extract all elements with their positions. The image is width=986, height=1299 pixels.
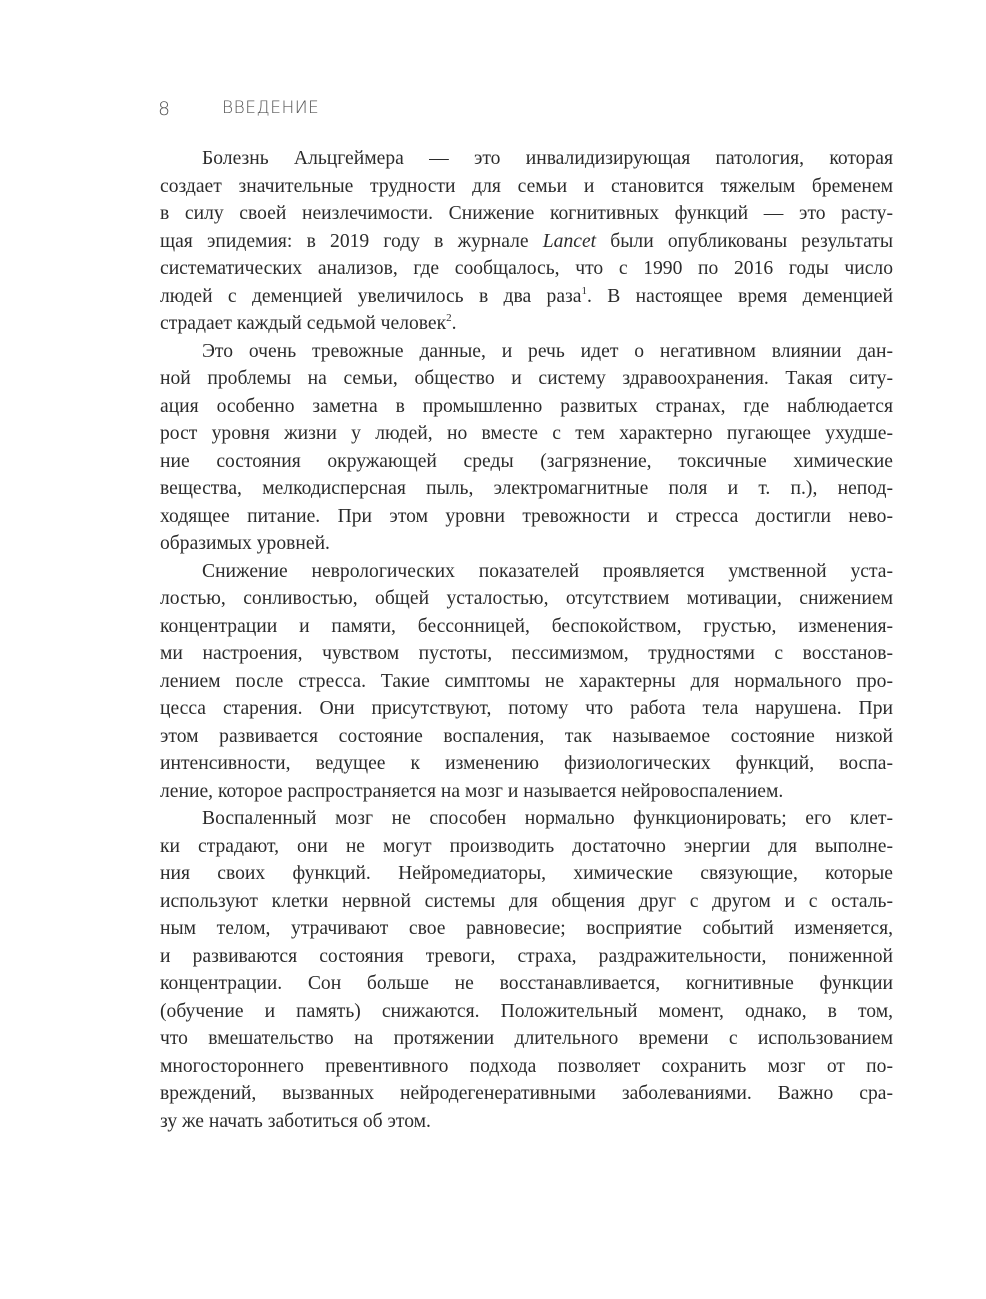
body-text [160,145,893,1135]
text-segment: зу же начать заботиться об этом. [160,1110,431,1132]
text-line [160,393,893,421]
text-segment: Это очень тревожные данные, и речь идет о негативном влиянии дан- [202,340,893,362]
text-segment: лостью, сонливостью, общей усталостью, отсутствием мотивации, снижением [160,588,893,609]
text-line [160,255,893,283]
text-segment: ки страдают, они не могут производить достаточно энергии для выполне- [160,835,893,857]
text-segment: вреждений, вызванных нейродегенеративными заболеваниями. Важно сра- [160,1083,893,1104]
text-segment: ление, которое распространяется на мозг и называется нейровоспалением. [160,780,784,802]
text-line [160,145,893,173]
paragraph [160,145,893,338]
running-title: ВВЕДЕНИЕ [222,98,320,118]
text-line [160,503,893,531]
paragraph [160,338,893,558]
text-segment: образимых уровней. [160,533,330,554]
text-segment: Воспаленный мозг не способен нормально функционировать; его клет- [202,808,893,829]
text-segment: что вмешательство на протяжении длительного времени с использованием [160,1028,893,1049]
text-line [160,558,893,586]
text-line [160,888,893,916]
text-segment: ми настроения, чувством пустоты, пессимизмом, трудностями с восстанов- [160,643,893,664]
text-line [160,283,893,311]
text-line [160,420,893,448]
text-line [160,228,893,256]
text-line [160,475,893,503]
text-line [160,668,893,696]
text-segment: рост уровня жизни у людей, но вместе с тем характерно пугающее ухудше- [160,423,893,444]
text-segment: в силу своей неизлечимости. Снижение когнитивных функций — это расту- [160,203,893,224]
text-line [160,613,893,641]
text-segment: Болезнь Альцгеймера — это инвалидизирующая патология, которая [202,148,893,169]
text-segment: ным телом, утрачивают свое равновесие; восприятие событий изменяется, [160,918,893,939]
paragraph [160,558,893,806]
text-line [160,943,893,971]
text-line [160,585,893,613]
text-segment: вещества, мелкодисперсная пыль, электромагнитные поля и т. п.), непод- [160,478,893,499]
text-segment: (обучение и память) снижаются. Положительный момент, однако, в том, [160,1000,893,1022]
text-line [160,695,893,723]
italic-text: Lancet [542,230,597,252]
text-segment: ния своих функций. Нейромедиаторы, химические связующие, которые [160,863,893,884]
text-segment: ной проблемы на семьи, общество и систему здравоохранения. Такая ситу- [160,368,893,389]
text-segment: интенсивности, ведущее к изменению физиологических функций, воспа- [160,753,893,774]
text-line [160,860,893,888]
text-line [160,750,893,778]
text-segment: Снижение неврологических показателей проявляется умственной уста- [202,560,893,582]
text-segment: страдает каждый седьмой человек [160,313,447,334]
text-line [160,200,893,228]
text-line [160,1053,893,1081]
text-line [160,1025,893,1053]
text-segment: щая эпидемия: в 2019 году в журнале [160,230,543,252]
text-line [160,778,893,806]
text-segment: ация особенно заметна в промышленно развитых странах, где наблюдается [160,395,893,417]
text-line [160,833,893,861]
text-line [160,970,893,998]
text-line [160,530,893,558]
text-line [160,915,893,943]
text-line [160,998,893,1026]
text-segment: этом развивается состояние воспаления, так называемое состояние низкой [160,725,893,747]
text-segment: создает значительные трудности для семьи и становится тяжелым бременем [160,175,893,197]
text-segment: и развиваются состояния тревоги, страха, раздражительности, пониженной [160,945,893,967]
page-number: 8 [158,98,171,120]
text-segment: . [451,313,457,334]
text-segment: были опубликованы результаты [596,230,893,252]
text-segment: концентрации. Сон больше не восстанавливается, когнитивные функции [160,973,893,994]
text-segment: лением после стресса. Такие симптомы не характерны для нормального про- [160,670,893,692]
text-segment: используют клетки нервной системы для общения друг с другом и с осталь- [160,890,893,912]
footnote-reference: 2 [446,312,452,324]
text-line [160,1108,893,1136]
text-segment: . В настоящее время деменцией [586,285,893,307]
text-segment: ходящее питание. При этом уровни тревожности и стресса достигли нево- [160,505,893,527]
text-line [160,1080,893,1108]
text-segment: цесса старения. Они присутствуют, потому что работа тела нарушена. При [160,698,893,719]
text-segment: многостороннего превентивного подхода позволяет сохранить мозг от по- [160,1055,893,1077]
footnote-reference: 1 [581,284,587,297]
text-line [160,365,893,393]
text-line [160,805,893,833]
text-segment: концентрации и памяти, бессонницей, беспокойством, грустью, изменения- [160,615,893,637]
text-line [160,723,893,751]
text-line [160,310,893,338]
text-segment: систематических анализов, где сообщалось, что с 1990 по 2016 годы число [160,258,893,279]
text-line [160,448,893,476]
text-segment: людей с деменцией увеличилось в два раза [160,285,582,307]
text-line [160,338,893,366]
text-line [160,173,893,201]
text-segment: ние состояния окружающей среды (загрязнение, токсичные химические [160,450,893,472]
paragraph [160,805,893,1135]
text-line [160,640,893,668]
